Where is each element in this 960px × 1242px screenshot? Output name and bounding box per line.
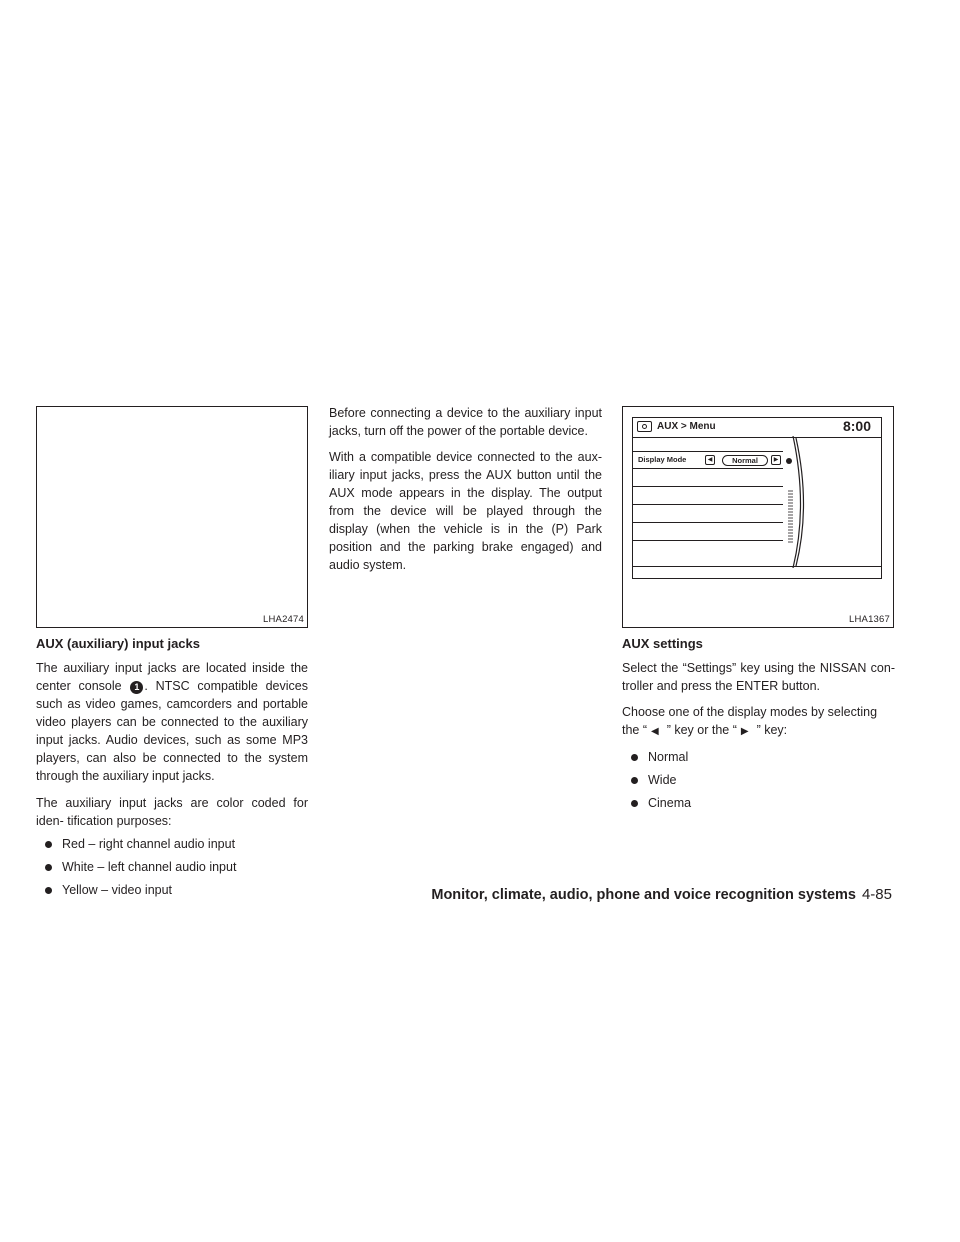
screen-status-bar bbox=[633, 566, 881, 578]
left-arrow-icon: ◀ bbox=[651, 726, 659, 737]
bullet-icon bbox=[45, 887, 52, 894]
right-arrow-icon: ▶ bbox=[740, 726, 749, 737]
figure-label: LHA2474 bbox=[262, 614, 304, 625]
color-code-list bbox=[36, 835, 308, 899]
list-item: Normal bbox=[631, 748, 895, 766]
paragraph-text: The auxiliary input jacks are located inside the center console bbox=[36, 661, 308, 693]
footer-section-title: Monitor, climate, audio, phone and voice recognition systems bbox=[431, 887, 856, 903]
selection-indicator-icon bbox=[786, 458, 792, 464]
mode-left-arrow-icon[interactable]: ◀ bbox=[705, 455, 715, 465]
mode-right-arrow-icon[interactable]: ▶ bbox=[771, 455, 781, 465]
paragraph-text: . NTSC compatible devices such as video games, camcorders and portable video players can be connected to the auxiliary input jacks. Audio devices, such as some MP3 players, can also be connected to the system through the auxiliary input jacks. bbox=[36, 679, 308, 783]
figure-aux-jacks bbox=[36, 406, 308, 628]
page-number: 4-85 bbox=[861, 886, 892, 903]
paragraph-aux-mode: With a compatible device connected to the aux- iliary input jacks, press the AUX button until the AUX mode appears in the display. The output from the device will be played through the display (when the vehicle is in the (P) Park position and the parking brake engaged) and audio system. bbox=[329, 450, 602, 572]
page-footer bbox=[431, 886, 892, 903]
aux-source-icon bbox=[637, 421, 652, 432]
list-item bbox=[633, 487, 783, 505]
bullet-icon bbox=[45, 864, 52, 871]
list-item bbox=[633, 505, 783, 523]
list-item bbox=[633, 469, 783, 487]
paragraph-display-modes: Choose one of the display modes by selecting the “ ◀ ” key or the “ ▶ ” key: bbox=[622, 705, 878, 737]
section-heading: AUX settings bbox=[622, 636, 703, 651]
paragraph-power-off: Before connecting a device to the auxiliary input jacks, turn off the power of the portable device. bbox=[329, 406, 602, 438]
screen-clock: 8:00 bbox=[842, 418, 871, 434]
section-heading: AUX (auxiliary) input jacks bbox=[36, 636, 200, 651]
paragraph-jacks-location bbox=[36, 659, 308, 785]
display-mode-list bbox=[622, 748, 895, 812]
display-mode-label: Display Mode bbox=[638, 455, 687, 464]
screen-breadcrumb: AUX > Menu bbox=[657, 421, 716, 432]
callout-number-icon: 1 bbox=[130, 681, 143, 694]
column-connecting-device bbox=[329, 404, 602, 574]
column-aux-settings bbox=[622, 636, 895, 817]
screen-title-bar bbox=[633, 418, 881, 438]
display-mode-value: Normal bbox=[722, 455, 768, 466]
list-item: Yellow – video input bbox=[45, 881, 308, 899]
list-item bbox=[633, 523, 783, 541]
list-item: White – left channel audio input bbox=[45, 858, 308, 876]
list-item: Red – right channel audio input bbox=[45, 835, 308, 853]
bullet-icon bbox=[45, 841, 52, 848]
column-aux-input-jacks bbox=[36, 636, 308, 904]
figure-label: LHA1367 bbox=[848, 614, 890, 625]
bullet-icon bbox=[631, 777, 638, 784]
bullet-icon bbox=[631, 754, 638, 761]
paragraph-color-code: The auxiliary input jacks are color coded for iden- tification purposes: bbox=[36, 796, 308, 828]
screen-menu-list bbox=[633, 451, 783, 541]
bullet-icon bbox=[631, 800, 638, 807]
aux-menu-screen bbox=[632, 417, 882, 579]
list-item: Wide bbox=[631, 771, 895, 789]
paragraph-settings-key: Select the “Settings” key using the NISSAN con- troller and press the ENTER button. bbox=[622, 661, 895, 693]
list-item: Cinema bbox=[631, 794, 895, 812]
display-mode-row[interactable] bbox=[633, 451, 783, 469]
